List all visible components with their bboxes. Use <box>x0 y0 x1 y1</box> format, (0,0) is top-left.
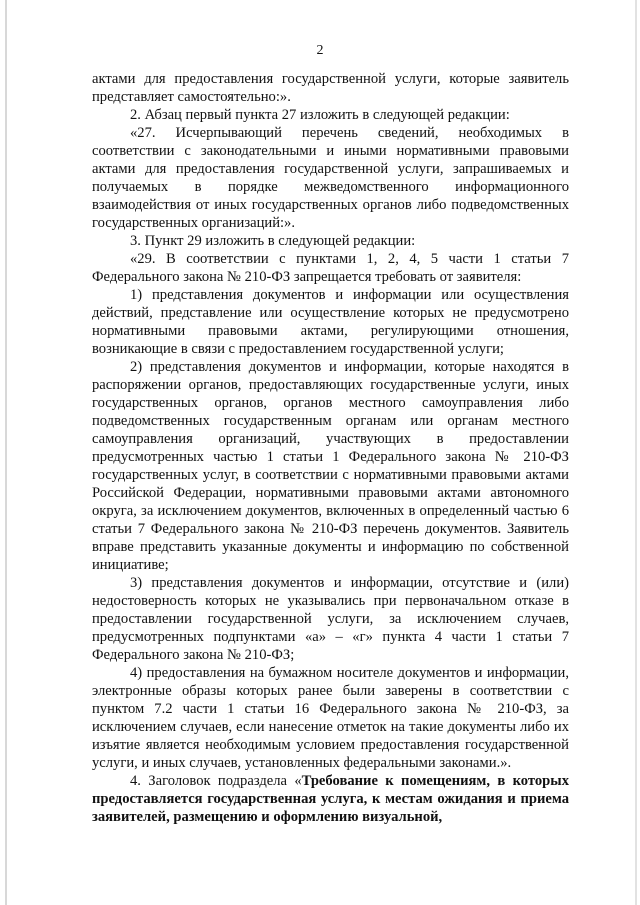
paragraph-subitem-4: 4) предоставления на бумажном носителе документов и информации, электронные образы которых ранее были заверены в соответствии с пунктом 7.2 части 1 статьи 16 Федерального закона № 210-ФЗ, за исключением случаев, если нанесение отметок на такие документы либо их изъятие является необходимым условием предоставления государственной услуги, и иных случаев, установленных федеральными законами.». <box>92 665 569 771</box>
paragraph-item-4 <box>92 772 569 826</box>
scan-edge-left <box>5 0 7 905</box>
paragraph-subitem-3: 3) представления документов и информации, отсутствие и (или) недостоверность которых не указывались при первоначальном отказе в предоставлении государственной услуги, за исключением случаев, предусмотренных подпунктами «а» – «г» пункта 4 части 1 статьи 7 Федерального закона № 210-ФЗ; <box>92 575 569 663</box>
paragraph-point-29: «29. В соответствии с пунктами 1, 2, 4, 5 части 1 статьи 7 Федерального закона № 210-ФЗ запрещается требовать от заявителя: <box>92 251 569 285</box>
document-body <box>92 70 569 826</box>
paragraph-subitem-2: 2) представления документов и информации, которые находятся в распоряжении органов, предоставляющих государственные услуги, иных государственных органов, органов местного самоуправления либо подведомственных государственным органам или органам местного самоуправления организаций, участвующих в предоставлении предусмотренных частью 1 статьи 1 Федерального закона № 210-ФЗ государственных услуг, в соответствии с нормативными правовыми актами Российской Федерации, нормативными правовыми актами автономного округа, за исключением документов, включенных в определенный частью 6 статьи 7 Федерального закона № 210-ФЗ перечень документов. Заявитель вправе представить указанные документы и информацию по собственной инициативе; <box>92 359 569 573</box>
item-4-prefix: 4. Заголовок подраздела « <box>130 773 302 789</box>
item-4-bold-heading: Требование к помещениям, в которых предоставляется государственная услуга, к местам ожидания и приема заявителей, размещению и оформлению визуальной, <box>92 773 569 825</box>
paragraph-point-27: «27. Исчерпывающий перечень сведений, необходимых в соответствии с законодательными и иными нормативными правовыми актами для предоставления государственной услуги, запрашиваемых и получаемых в порядке межведомственного информационного взаимодействия от иных государственных органов либо подведомственных государственных организаций:». <box>92 125 569 231</box>
paragraph-item-3: 3. Пункт 29 изложить в следующей редакции: <box>130 233 416 249</box>
paragraph-subitem-1: 1) представления документов и информации или осуществления действий, представление или осуществление которых не предусмотрено нормативными правовыми актами, регулирующими отношения, возникающие в связи с предоставлением государственной услуги; <box>92 287 569 357</box>
paragraph-item-2: 2. Абзац первый пункта 27 изложить в следующей редакции: <box>130 107 510 123</box>
page-number: 2 <box>316 43 324 58</box>
scan-edge-right <box>635 0 637 905</box>
paragraph-continuation: актами для предоставления государственной услуги, которые заявитель представляет самостоятельно:». <box>92 71 569 105</box>
